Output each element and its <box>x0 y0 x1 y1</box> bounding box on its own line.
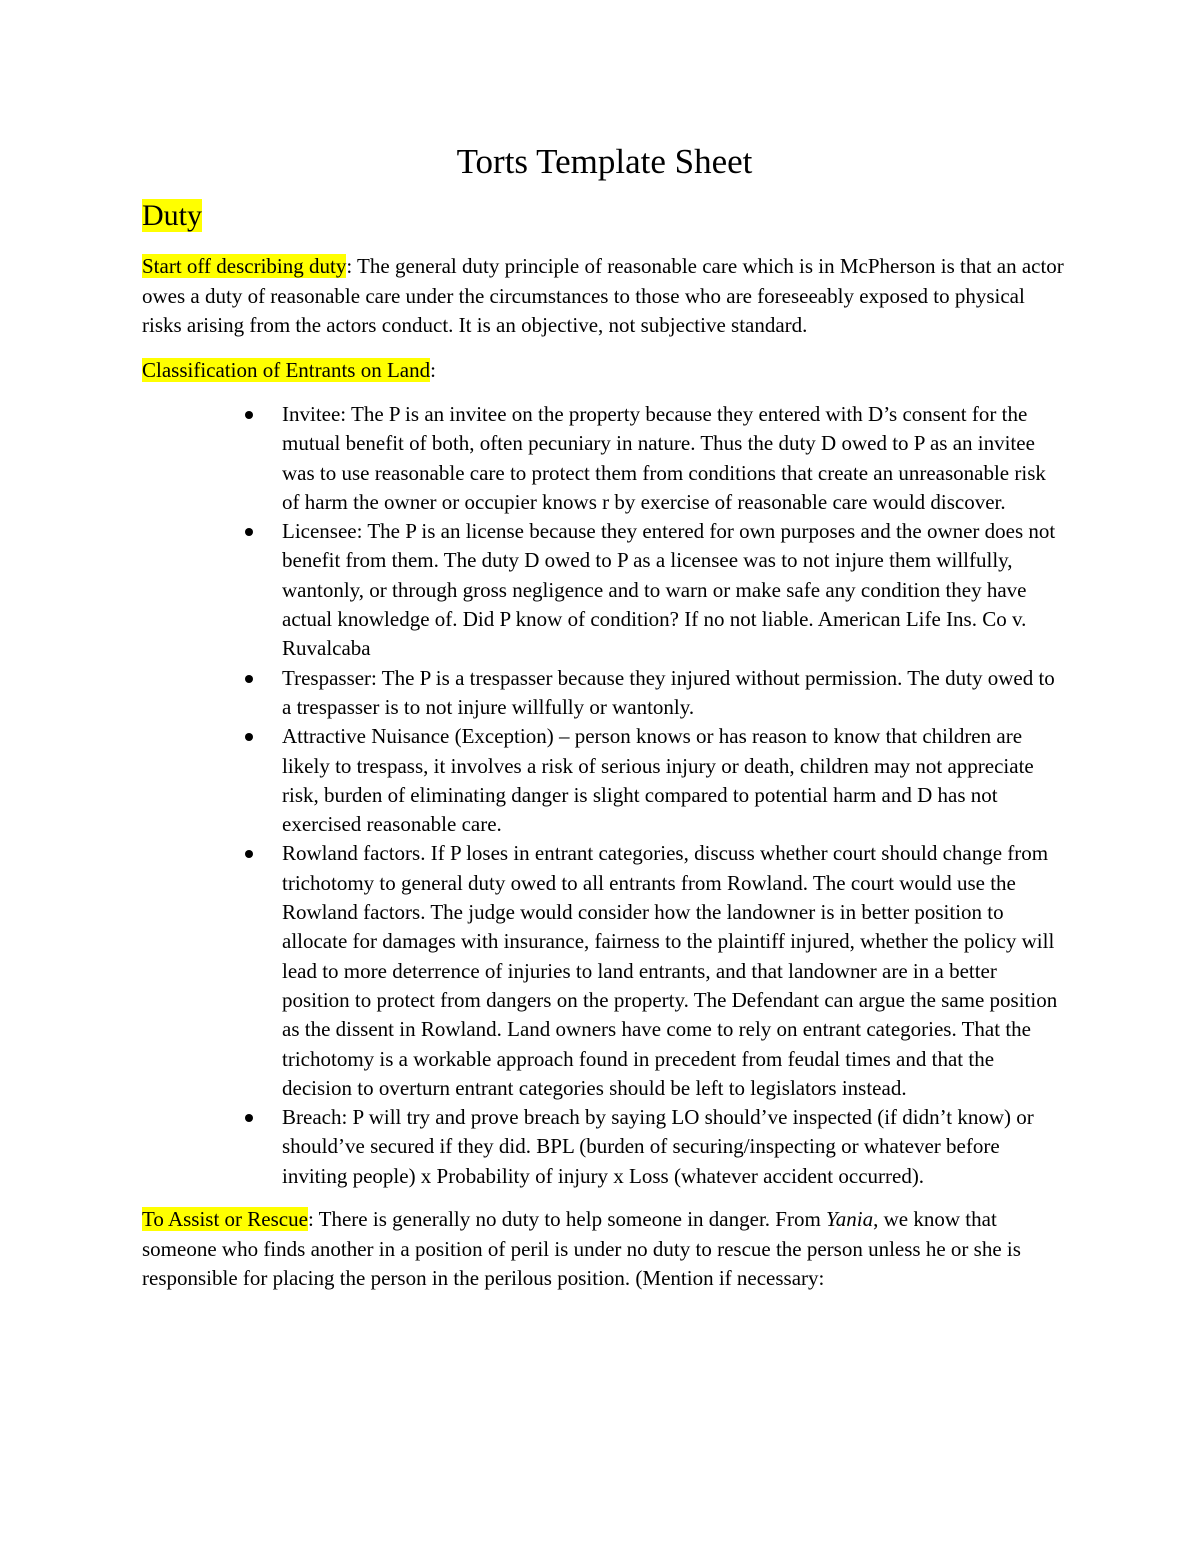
list-item-text: Trespasser: The P is a trespasser because they injured without permission. The duty owed to a trespasser is to not injure willfully or wantonly. <box>282 665 1055 719</box>
list-item <box>282 517 1067 663</box>
list-item <box>282 400 1067 517</box>
duty-text: : The general duty principle of reasonable care which is in McPherson is that an actor owes a duty of reasonable care under the circumstances to those who are foreseeably exposed to physical risks arising from the actors conduct. It is an objective, not subjective standard. <box>142 254 1064 337</box>
list-item <box>282 664 1067 723</box>
section-heading-duty-highlight: Duty <box>142 199 202 232</box>
bullet-icon <box>245 1114 253 1122</box>
document-page <box>142 140 1067 1309</box>
list-item-text: Attractive Nuisance (Exception) – person knows or has reason to know that children are likely to trespass, it involves a risk of serious injury or death, children may not appreciate risk, burden of eliminating danger is slight compared to potential harm and D has not exercised reasonable care. <box>282 724 1034 837</box>
list-item-text: Rowland factors. If P loses in entrant categories, discuss whether court should change from trichotomy to general duty owed to all entrants from Rowland. The court would use the Rowland factors. The judge would consider how the landowner is in better position to allocate for damages with insurance, fairness to the plaintiff injured, whether the policy will lead to more deterrence of injuries to land entrants, and that landowner are in a better position to protect from dangers on the property. The Defendant can argue the same position as the dissent in Rowland. Land owners have come to rely on entrant categories. That the trichotomy is a workable approach found in precedent from feudal times and that the decision to overturn entrant categories should be left to legislators instead. <box>282 841 1058 1100</box>
section-heading-duty <box>142 196 1067 236</box>
entrant-bullet-list <box>142 400 1067 1191</box>
bullet-icon <box>245 528 253 536</box>
bullet-icon <box>245 411 253 419</box>
rescue-paragraph <box>142 1205 1067 1294</box>
duty-paragraph <box>142 252 1067 341</box>
duty-label: Start off describing duty <box>142 254 347 278</box>
bullet-icon <box>245 733 253 741</box>
list-item <box>282 839 1067 1103</box>
rescue-text-start: : There is generally no duty to help someone in danger. From <box>307 1207 827 1232</box>
list-item <box>282 1103 1067 1191</box>
list-item-text: Licensee: The P is an license because they entered for own purposes and the owner does not benefit from them. The duty D owed to P as a licensee was to not injure them willfully, wantonly, or through gross negligence and to warn or make safe any condition they have actual knowledge of. Did P know of condition? If no not liable. American Life Ins. Co v. Ruvalcaba <box>282 519 1056 661</box>
entrants-paragraph <box>142 356 1067 386</box>
entrants-label: Classification of Entrants on Land <box>142 357 431 382</box>
rescue-text-end: , we know that someone who finds another in a position of peril is under no duty to rescue the person unless he or she is responsible for placing the person in the perilous position. (Mention if necessary: <box>142 1207 1021 1291</box>
rescue-label: To Assist or Rescue <box>142 1207 308 1232</box>
list-item <box>282 722 1067 839</box>
case-name-yania: Yania <box>826 1207 874 1232</box>
entrants-text: : <box>430 357 436 382</box>
list-item-text: Breach: P will try and prove breach by saying LO should’ve inspected (if didn’t know) or should’ve secured if they did. BPL (burden of securing/inspecting or whatever before inviting people) x Probability of injury x Loss (whatever accident occurred). <box>282 1105 1034 1188</box>
list-item-text: Invitee: The P is an invitee on the property because they entered with D’s consent for the mutual benefit of both, often pecuniary in nature. Thus the duty D owed to P as an invitee was to use reasonable care to protect them from conditions that create an unreasonable risk of harm the owner or occupier knows r by exercise of reasonable care would discover. <box>282 402 1046 514</box>
document-title: Torts Template Sheet <box>456 142 753 181</box>
bullet-icon <box>245 850 253 858</box>
bullet-icon <box>245 675 253 683</box>
